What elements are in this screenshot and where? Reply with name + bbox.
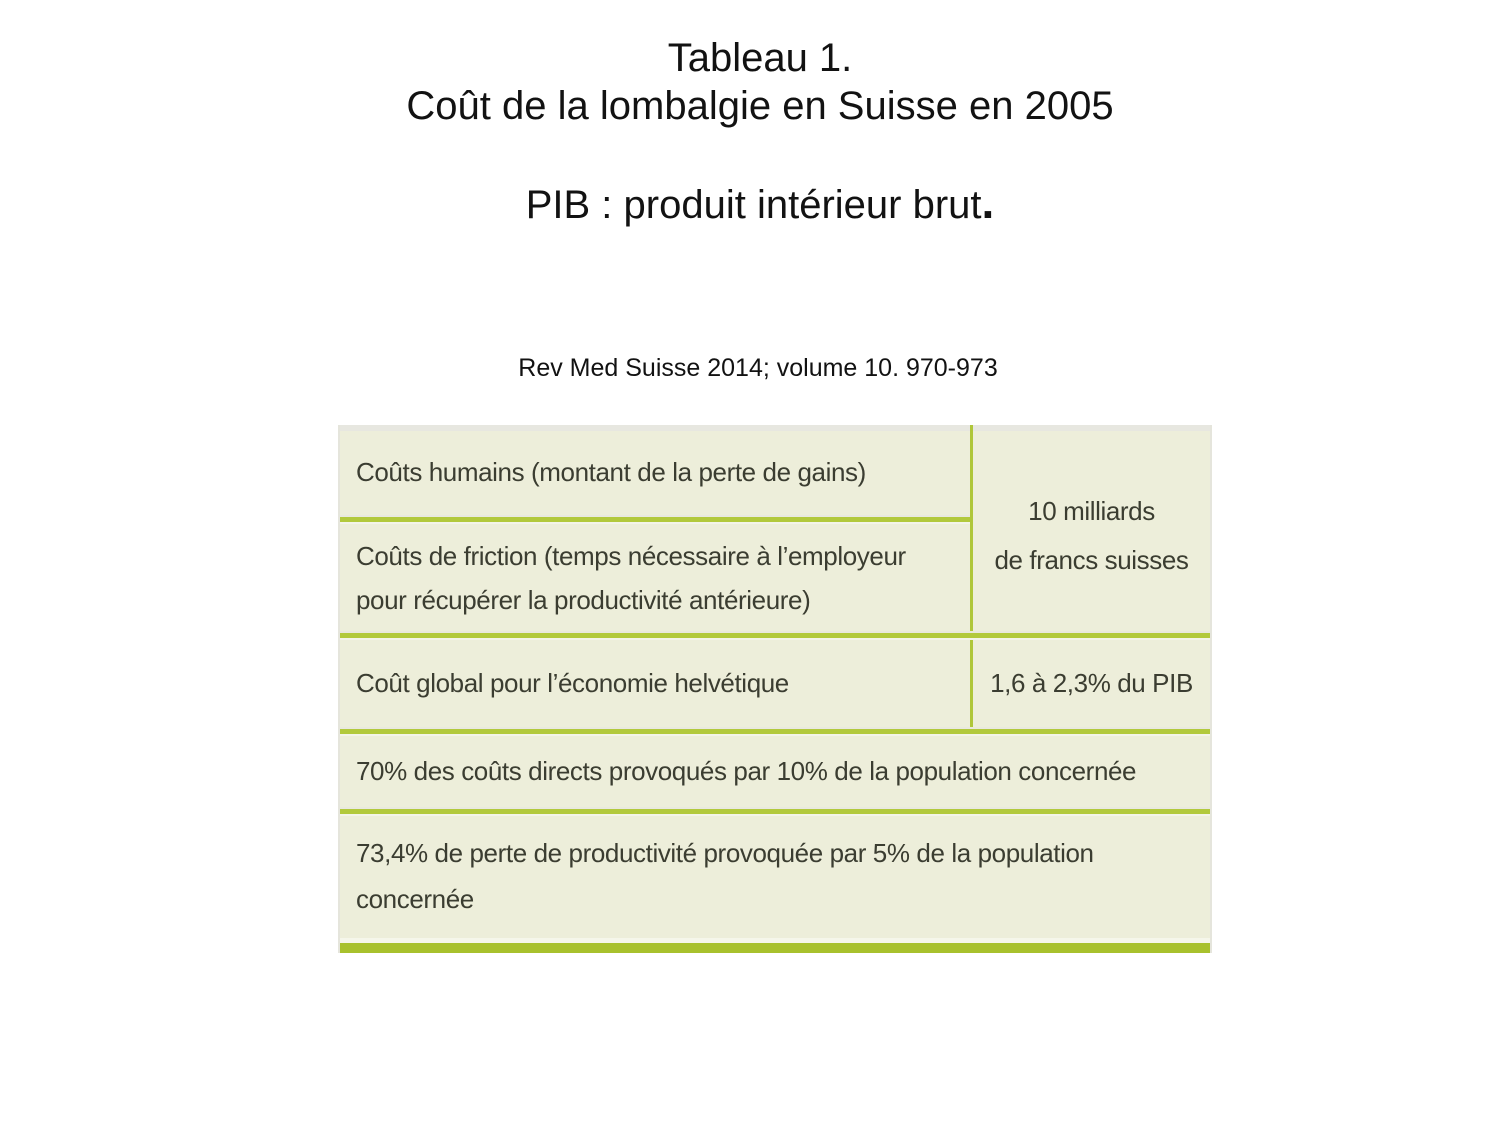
cell-perte-productivite: 73,4% de perte de productivité provoquée par 5% de la population concernée (356, 838, 1094, 914)
table-bottom-bar (340, 943, 1210, 953)
slide-title-line2: Coût de la lombalgie en Suisse en 2005 (406, 84, 1114, 128)
cost-table (338, 425, 1212, 953)
cell-pib-value: 1,6 à 2,3% du PIB (990, 667, 1193, 698)
row-divider-1 (340, 515, 970, 524)
cell-couts-directs: 70% des coûts directs provoqués par 10% de la population concernée (356, 755, 1137, 786)
slide-title-line1: Tableau 1. (667, 36, 853, 80)
cell-cout-global: Coût global pour l’économie helvétique (356, 667, 789, 698)
title-block (10, 34, 1500, 229)
row-divider-2 (340, 631, 1210, 640)
cell-10-milliards (973, 431, 1210, 640)
subtitle-text: PIB : produit intérieur brut (525, 183, 982, 227)
citation: Rev Med Suisse 2014; volume 10. 970-973 (518, 354, 998, 382)
slide-subtitle (10, 178, 1500, 229)
cell-10-milliards-line1: 10 milliards (1028, 495, 1155, 526)
cell-couts-humains: Coûts humains (montant de la perte de gains) (356, 457, 866, 488)
subtitle-period: . (981, 176, 995, 228)
cell-couts-friction: Coûts de friction (temps nécessaire à l’employeur pour récupérer la productivité antérieure) (356, 541, 906, 615)
title-spacer (10, 130, 1500, 178)
row-divider-3 (340, 727, 1210, 736)
row-divider-4 (340, 807, 1210, 816)
cell-10-milliards-line2: de francs suisses (994, 544, 1189, 575)
